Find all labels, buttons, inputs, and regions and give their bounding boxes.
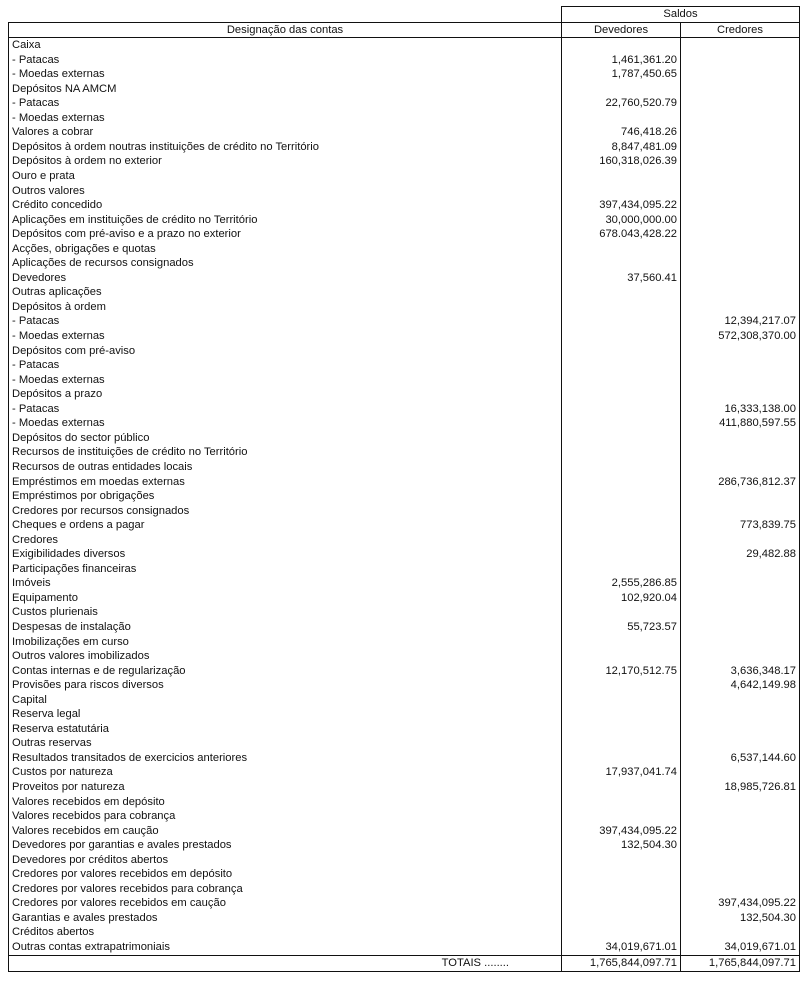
saldos-header: Saldos xyxy=(562,7,800,23)
devedores-value xyxy=(562,853,681,868)
account-name: Provisões para riscos diversos xyxy=(9,678,562,693)
credores-value xyxy=(681,358,800,373)
table-row xyxy=(9,300,800,315)
devedores-value xyxy=(562,82,681,97)
devedores-value xyxy=(562,649,681,664)
table-row xyxy=(9,620,800,635)
credores-value xyxy=(681,635,800,650)
account-name: Aplicações em instituições de crédito no Território xyxy=(9,213,562,228)
table-row xyxy=(9,198,800,213)
account-name: Valores recebidos em caução xyxy=(9,824,562,839)
account-name: - Moedas externas xyxy=(9,373,562,388)
table-row xyxy=(9,882,800,897)
credores-value xyxy=(681,373,800,388)
table-row xyxy=(9,576,800,591)
credores-value xyxy=(681,431,800,446)
credores-value xyxy=(681,765,800,780)
credores-value: 132,504.30 xyxy=(681,911,800,926)
table-row xyxy=(9,853,800,868)
credores-value xyxy=(681,649,800,664)
account-name: Outras aplicações xyxy=(9,285,562,300)
credores-value: 397,434,095.22 xyxy=(681,896,800,911)
account-name: Depósitos NA AMCM xyxy=(9,82,562,97)
credores-value xyxy=(681,300,800,315)
header-row xyxy=(9,22,800,38)
table-row xyxy=(9,111,800,126)
devedores-value xyxy=(562,242,681,257)
account-name: Devedores por garantias e avales prestados xyxy=(9,838,562,853)
table-row xyxy=(9,154,800,169)
devedores-value xyxy=(562,38,681,53)
table-row xyxy=(9,533,800,548)
devedores-value xyxy=(562,416,681,431)
account-name: Proveitos por natureza xyxy=(9,780,562,795)
table-row xyxy=(9,82,800,97)
account-name: Depósitos à ordem no exterior xyxy=(9,154,562,169)
account-name: Despesas de instalação xyxy=(9,620,562,635)
account-name: Aplicações de recursos consignados xyxy=(9,256,562,271)
credores-value xyxy=(681,853,800,868)
devedores-value xyxy=(562,925,681,940)
account-name: Ouro e prata xyxy=(9,169,562,184)
account-name: Equipamento xyxy=(9,591,562,606)
devedores-value xyxy=(562,475,681,490)
account-name: Depósitos à ordem xyxy=(9,300,562,315)
account-name: - Patacas xyxy=(9,314,562,329)
account-name: Depósitos a prazo xyxy=(9,387,562,402)
table-row xyxy=(9,751,800,766)
credores-value: 411,880,597.55 xyxy=(681,416,800,431)
devedores-value xyxy=(562,184,681,199)
devedores-value xyxy=(562,111,681,126)
devedores-value xyxy=(562,285,681,300)
table-row xyxy=(9,445,800,460)
devedores-value xyxy=(562,504,681,519)
credores-value xyxy=(681,227,800,242)
account-name: Credores por valores recebidos para cobrança xyxy=(9,882,562,897)
devedores-value: 34,019,671.01 xyxy=(562,940,681,955)
credores-value xyxy=(681,838,800,853)
devedores-value: 12,170,512.75 xyxy=(562,664,681,679)
table-row xyxy=(9,707,800,722)
devedores-value: 132,504.30 xyxy=(562,838,681,853)
devedores-value: 102,920.04 xyxy=(562,591,681,606)
table-row xyxy=(9,809,800,824)
credores-value xyxy=(681,693,800,708)
account-name: Imóveis xyxy=(9,576,562,591)
account-name: Valores a cobrar xyxy=(9,125,562,140)
account-name: Participações financeiras xyxy=(9,562,562,577)
account-name: Acções, obrigações e quotas xyxy=(9,242,562,257)
account-name: Reserva estatutária xyxy=(9,722,562,737)
table-row xyxy=(9,402,800,417)
credores-value xyxy=(681,198,800,213)
credores-value xyxy=(681,620,800,635)
credores-value xyxy=(681,140,800,155)
table-row xyxy=(9,67,800,82)
credores-value xyxy=(681,82,800,97)
devedores-value xyxy=(562,344,681,359)
totals-label: TOTAIS ........ xyxy=(9,955,562,971)
devedores-value xyxy=(562,809,681,824)
table-row xyxy=(9,925,800,940)
table-row xyxy=(9,504,800,519)
account-name: Credores xyxy=(9,533,562,548)
table-row xyxy=(9,678,800,693)
account-name: Garantias e avales prestados xyxy=(9,911,562,926)
table-row xyxy=(9,314,800,329)
table-row xyxy=(9,140,800,155)
credores-value xyxy=(681,722,800,737)
credores-value: 4,642,149.98 xyxy=(681,678,800,693)
credores-value xyxy=(681,824,800,839)
credores-value xyxy=(681,285,800,300)
table-row xyxy=(9,373,800,388)
devedores-value xyxy=(562,518,681,533)
credores-value xyxy=(681,795,800,810)
devedores-value: 746,418.26 xyxy=(562,125,681,140)
table-row xyxy=(9,125,800,140)
credores-value xyxy=(681,169,800,184)
header-row-top xyxy=(9,7,800,23)
credores-value xyxy=(681,707,800,722)
credores-value: 29,482.88 xyxy=(681,547,800,562)
account-name: Reserva legal xyxy=(9,707,562,722)
table-row xyxy=(9,838,800,853)
account-name: - Patacas xyxy=(9,358,562,373)
table-row xyxy=(9,96,800,111)
account-name: Capital xyxy=(9,693,562,708)
account-rows xyxy=(9,38,800,955)
table-row xyxy=(9,285,800,300)
credores-value xyxy=(681,256,800,271)
table-row xyxy=(9,562,800,577)
table-row xyxy=(9,649,800,664)
devedores-value xyxy=(562,678,681,693)
balance-sheet xyxy=(8,6,800,972)
devedores-value xyxy=(562,547,681,562)
account-name: Contas internas e de regularização xyxy=(9,664,562,679)
table-row xyxy=(9,518,800,533)
devedores-value xyxy=(562,882,681,897)
credores-value xyxy=(681,184,800,199)
table-row xyxy=(9,169,800,184)
table-row xyxy=(9,765,800,780)
account-name: Devedores xyxy=(9,271,562,286)
credores-value xyxy=(681,533,800,548)
credores-value xyxy=(681,736,800,751)
devedores-value xyxy=(562,489,681,504)
table-row xyxy=(9,38,800,53)
account-name: Crédito concedido xyxy=(9,198,562,213)
balance-table xyxy=(8,6,800,972)
devedores-value: 37,560.41 xyxy=(562,271,681,286)
devedores-value xyxy=(562,533,681,548)
account-name: Credores por recursos consignados xyxy=(9,504,562,519)
account-name: Empréstimos em moedas externas xyxy=(9,475,562,490)
devedores-value xyxy=(562,751,681,766)
credores-value xyxy=(681,576,800,591)
devedores-value xyxy=(562,460,681,475)
devedores-value: 8,847,481.09 xyxy=(562,140,681,155)
account-name: - Moedas externas xyxy=(9,329,562,344)
table-row xyxy=(9,693,800,708)
account-name: Outros valores xyxy=(9,184,562,199)
table-row xyxy=(9,271,800,286)
credores-value xyxy=(681,504,800,519)
table-row xyxy=(9,605,800,620)
devedores-value xyxy=(562,707,681,722)
devedores-value xyxy=(562,867,681,882)
devedores-value xyxy=(562,358,681,373)
account-name: Recursos de instituições de crédito no Território xyxy=(9,445,562,460)
totals-credores: 1,765,844,097.71 xyxy=(681,955,800,971)
table-row xyxy=(9,460,800,475)
table-row xyxy=(9,344,800,359)
table-row xyxy=(9,736,800,751)
table-row xyxy=(9,635,800,650)
credores-value xyxy=(681,125,800,140)
account-name: Valores recebidos em depósito xyxy=(9,795,562,810)
table-row xyxy=(9,664,800,679)
devedores-value xyxy=(562,605,681,620)
credores-value xyxy=(681,809,800,824)
totals-devedores: 1,765,844,097.71 xyxy=(562,955,681,971)
table-row xyxy=(9,824,800,839)
account-name: - Moedas externas xyxy=(9,416,562,431)
account-name: Créditos abertos xyxy=(9,925,562,940)
credores-value: 18,985,726.81 xyxy=(681,780,800,795)
credores-value: 286,736,812.37 xyxy=(681,475,800,490)
devedores-value xyxy=(562,722,681,737)
credores-value: 16,333,138.00 xyxy=(681,402,800,417)
table-row xyxy=(9,256,800,271)
credores-value: 572,308,370.00 xyxy=(681,329,800,344)
credores-value xyxy=(681,925,800,940)
header-blank xyxy=(9,7,562,23)
table-row xyxy=(9,867,800,882)
devedores-value xyxy=(562,780,681,795)
devedores-value xyxy=(562,911,681,926)
devedores-value: 678.043,428.22 xyxy=(562,227,681,242)
devedores-value: 2,555,286.85 xyxy=(562,576,681,591)
table-row xyxy=(9,358,800,373)
account-name: Credores por valores recebidos em depósito xyxy=(9,867,562,882)
table-row xyxy=(9,329,800,344)
table-row xyxy=(9,489,800,504)
devedores-value xyxy=(562,736,681,751)
table-row xyxy=(9,475,800,490)
devedores-value: 160,318,026.39 xyxy=(562,154,681,169)
credores-value xyxy=(681,242,800,257)
account-name: Caixa xyxy=(9,38,562,53)
devedores-value xyxy=(562,300,681,315)
devedores-value xyxy=(562,387,681,402)
devedores-value xyxy=(562,562,681,577)
devedores-value xyxy=(562,693,681,708)
devedores-value xyxy=(562,896,681,911)
account-name: - Patacas xyxy=(9,53,562,68)
account-name: Custos plurienais xyxy=(9,605,562,620)
account-name: Empréstimos por obrigações xyxy=(9,489,562,504)
table-row xyxy=(9,184,800,199)
table-row xyxy=(9,591,800,606)
table-row xyxy=(9,213,800,228)
credores-value xyxy=(681,38,800,53)
account-name: Resultados transitados de exercicios anteriores xyxy=(9,751,562,766)
table-row xyxy=(9,780,800,795)
account-name: Cheques e ordens a pagar xyxy=(9,518,562,533)
account-name: Outras contas extrapatrimoniais xyxy=(9,940,562,955)
account-name: - Moedas externas xyxy=(9,67,562,82)
table-row xyxy=(9,911,800,926)
devedores-value xyxy=(562,795,681,810)
devedores-value xyxy=(562,402,681,417)
credores-value: 773,839.75 xyxy=(681,518,800,533)
account-name: - Patacas xyxy=(9,402,562,417)
devedores-value: 1,787,450.65 xyxy=(562,67,681,82)
devedores-value xyxy=(562,445,681,460)
devedores-value: 1,461,361.20 xyxy=(562,53,681,68)
credores-value xyxy=(681,445,800,460)
devedores-value: 397,434,095.22 xyxy=(562,198,681,213)
account-name: Imobilizações em curso xyxy=(9,635,562,650)
devedores-value: 397,434,095.22 xyxy=(562,824,681,839)
devedores-value: 30,000,000.00 xyxy=(562,213,681,228)
table-row xyxy=(9,722,800,737)
credores-value xyxy=(681,605,800,620)
account-name: Recursos de outras entidades locais xyxy=(9,460,562,475)
table-row xyxy=(9,431,800,446)
table-row xyxy=(9,242,800,257)
designacao-header: Designação das contas xyxy=(9,22,562,38)
credores-value xyxy=(681,53,800,68)
credores-value: 12,394,217.07 xyxy=(681,314,800,329)
credores-value: 6,537,144.60 xyxy=(681,751,800,766)
account-name: Credores por valores recebidos em caução xyxy=(9,896,562,911)
table-row xyxy=(9,387,800,402)
account-name: Depósitos com pré-aviso xyxy=(9,344,562,359)
credores-header: Credores xyxy=(681,22,800,38)
devedores-value xyxy=(562,431,681,446)
credores-value xyxy=(681,591,800,606)
account-name: - Patacas xyxy=(9,96,562,111)
devedores-value: 17,937,041.74 xyxy=(562,765,681,780)
credores-value xyxy=(681,344,800,359)
devedores-value: 22,760,520.79 xyxy=(562,96,681,111)
account-name: Valores recebidos para cobrança xyxy=(9,809,562,824)
credores-value xyxy=(681,111,800,126)
devedores-header: Devedores xyxy=(562,22,681,38)
devedores-value xyxy=(562,169,681,184)
account-name: Depósitos do sector público xyxy=(9,431,562,446)
credores-value xyxy=(681,213,800,228)
credores-value xyxy=(681,271,800,286)
credores-value xyxy=(681,882,800,897)
account-name: Depósitos com pré-aviso e a prazo no exterior xyxy=(9,227,562,242)
devedores-value: 55,723.57 xyxy=(562,620,681,635)
account-name: Outros valores imobilizados xyxy=(9,649,562,664)
table-row xyxy=(9,795,800,810)
account-name: Depósitos à ordem noutras instituições de crédito no Território xyxy=(9,140,562,155)
credores-value: 3,636,348.17 xyxy=(681,664,800,679)
credores-value xyxy=(681,460,800,475)
account-name: Devedores por créditos abertos xyxy=(9,853,562,868)
table-row xyxy=(9,896,800,911)
credores-value xyxy=(681,96,800,111)
devedores-value xyxy=(562,635,681,650)
account-name: Exigibilidades diversos xyxy=(9,547,562,562)
table-row xyxy=(9,940,800,955)
account-name: Outras reservas xyxy=(9,736,562,751)
totals-row xyxy=(9,955,800,971)
account-name: Custos por natureza xyxy=(9,765,562,780)
table-row xyxy=(9,416,800,431)
account-name: - Moedas externas xyxy=(9,111,562,126)
table-row xyxy=(9,547,800,562)
devedores-value xyxy=(562,314,681,329)
credores-value xyxy=(681,867,800,882)
credores-value xyxy=(681,67,800,82)
credores-value xyxy=(681,387,800,402)
devedores-value xyxy=(562,373,681,388)
devedores-value xyxy=(562,329,681,344)
credores-value xyxy=(681,562,800,577)
table-row xyxy=(9,53,800,68)
table-row xyxy=(9,227,800,242)
credores-value: 34,019,671.01 xyxy=(681,940,800,955)
credores-value xyxy=(681,489,800,504)
devedores-value xyxy=(562,256,681,271)
credores-value xyxy=(681,154,800,169)
